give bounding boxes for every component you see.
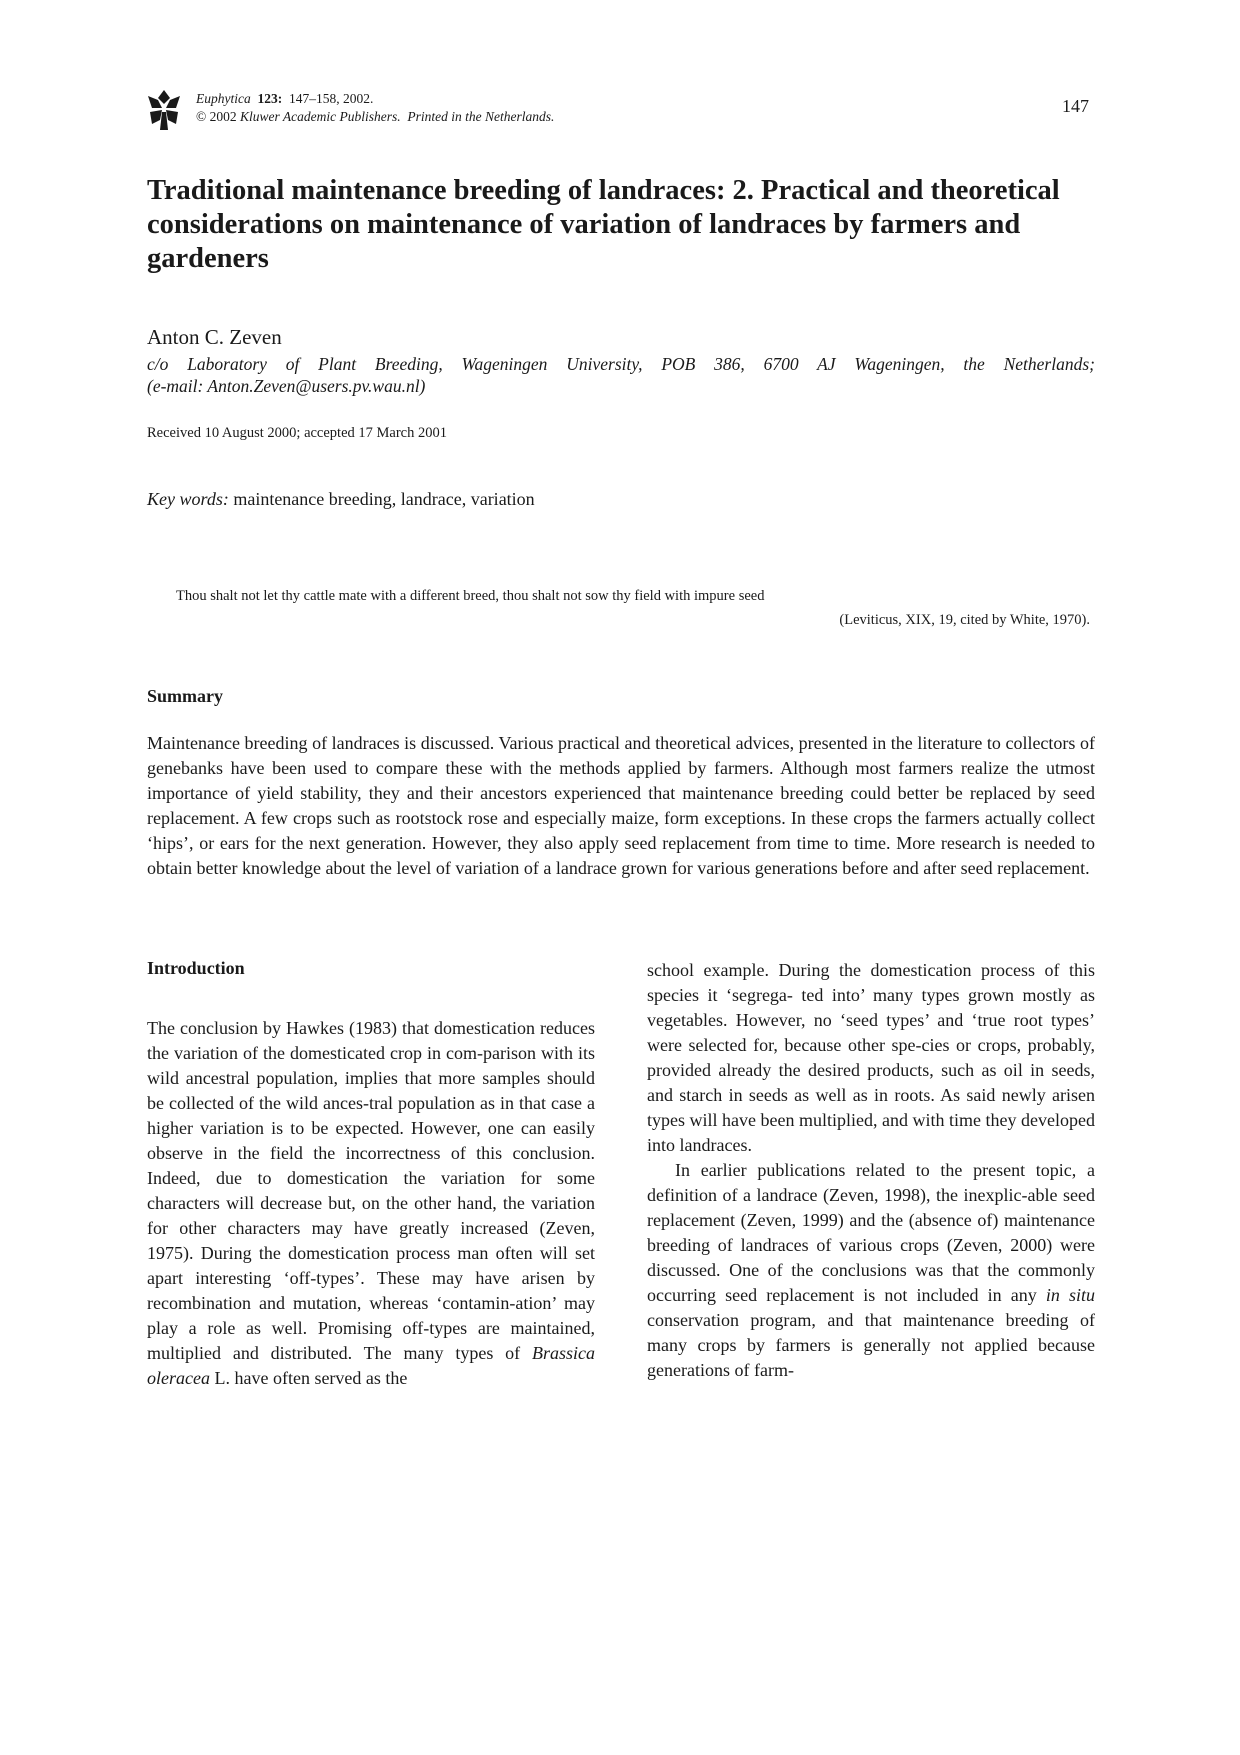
- keywords-label: Key words:: [147, 489, 229, 509]
- introduction-left-column: [147, 1016, 595, 1391]
- intro-paragraph-2: [647, 1158, 1095, 1383]
- summary-text: Maintenance breeding of landraces is discussed. Various practical and theoretical advices, presented in the literature to collectors of genebanks have been used to compare these with the methods applied by farmers. Although most farmers realize the utmost importance of yield stability, they and their ancestors experienced that maintenance breeding could better be replaced by seed replacement. A few crops such as rootstock rose and especially maize, form exceptions. In these crops the farmers actually collect ‘hips’, or ears for the next generation. However, they also apply seed replacement from time to time. More research is needed to obtain better knowledge about the level of variation of a landrace grown for various generations before and after seed replacement.: [147, 733, 1095, 878]
- species-name: Brassica oleracea: [147, 1343, 595, 1388]
- intro-paragraph-1-continued: school example. During the domestication process of this species it ‘segrega- ted into’ many types grown mostly as vegetables. However, no ‘seed types’ and ‘true root types’ were selected for, because other spe-cies or crops, probably, provided already the desired products, such as oil in seeds, and starch in seeds as well as in roots. As said newly arisen types will have been multiplied, and with time they developed into landraces.: [647, 960, 1095, 1155]
- keywords-list: maintenance breeding, landrace, variation: [233, 489, 535, 509]
- epigraph-quote: Thou shalt not let thy cattle mate with a different breed, thou shalt not sow thy field with impure seed: [176, 588, 765, 604]
- intro-paragraph-1: [147, 1016, 595, 1391]
- summary-heading: Summary: [147, 686, 223, 706]
- intro-p1-text: The conclusion by Hawkes (1983) that domestication reduces the variation of the domesticated crop in com-parison with its wild ancestral population, implies that more samples should be collected of the wild ances-tral population as in that case a higher variation is to be expected. However, one can easily observe in the field the incorrectness of this conclusion. Indeed, due to domestication the variation for some characters will decrease but, on the other hand, the variation for other characters may have greatly increased (Zeven, 1975). During the domestication process man often will set apart interesting ‘off-types’. These may have arisen by recombination and mutation, whereas ‘contamin-ation’ may play a role as well. Promising off-types are maintained, multiplied and distributed. The many types of: [147, 1018, 595, 1363]
- intro-p2-text-end: conservation program, and that maintenance breeding of many crops by farmers is generally not applied because generations of farm-: [647, 1310, 1095, 1380]
- author-name: Anton C. Zeven: [147, 325, 282, 349]
- article-title: Traditional maintenance breeding of landraces: 2. Practical and theoretical considerations on maintenance of variation of landraces by farmers and gardeners: [147, 175, 1060, 274]
- page-number: 147: [1062, 96, 1089, 116]
- journal-pages: 147–158, 2002.: [288, 91, 374, 106]
- affiliation: c/o Laboratory of Plant Breeding, Wageningen University, POB 386, 6700 AJ Wageningen, the Netherlands;: [147, 354, 1095, 374]
- keywords: [147, 489, 535, 510]
- intro-p1-text-end: L. have often served as the: [214, 1368, 408, 1388]
- introduction-heading: Introduction: [147, 958, 245, 978]
- printed-in: Printed in the Netherlands.: [407, 109, 555, 124]
- introduction-right-column: [647, 958, 1095, 1383]
- publisher: Kluwer Academic Publishers.: [240, 109, 401, 124]
- journal-volume: 123:: [257, 91, 283, 106]
- journal-header: [196, 90, 554, 126]
- epigraph-citation: (Leviticus, XIX, 19, cited by White, 1970).: [839, 612, 1090, 628]
- copyright: © 2002: [196, 109, 237, 124]
- journal-name: Euphytica: [196, 91, 251, 106]
- in-situ-term: in situ: [1045, 1285, 1096, 1305]
- received-date: Received 10 August 2000; accepted 17 March 2001: [147, 425, 447, 441]
- intro-p2-text: In earlier publications related to the present topic, a definition of a landrace (Zeven, 1998), the inexplic-able seed replacement (Zeven, 1999) and the (absence of) maintenance breeding of landraces of various crops (Zeven, 2000) were discussed. One of the conclusions was that the commonly occurring seed replacement is not included in any: [647, 1160, 1095, 1305]
- publisher-logo-icon: [146, 88, 182, 132]
- author-email: (e-mail: Anton.Zeven@users.pv.wau.nl): [147, 376, 426, 396]
